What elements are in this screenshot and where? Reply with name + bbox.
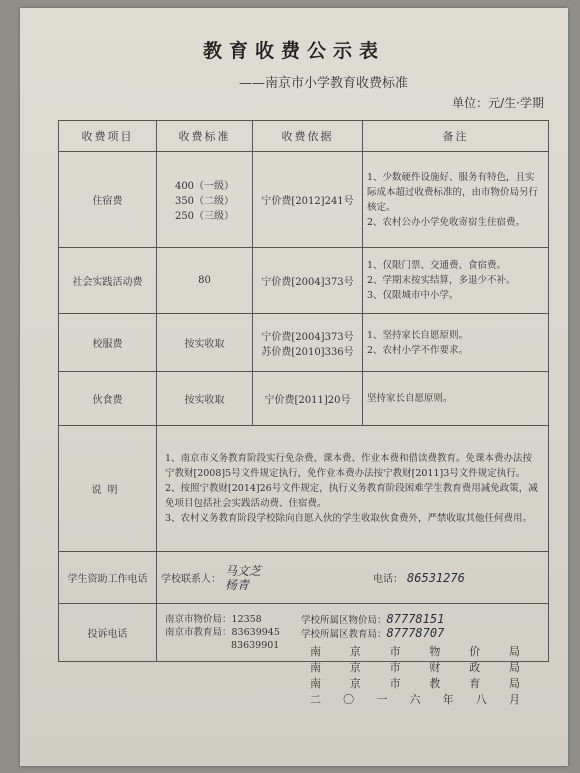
row-notes: 坚持家长自愿原则。 [363, 372, 549, 426]
sig-char: 物 [429, 645, 441, 658]
sig-char: 价 [469, 645, 481, 658]
explain-label: 说明 [59, 426, 157, 552]
explain-line: 1、南京市义务教育阶段实行免杂费、课本费、作业本费和借读费教育。免课本费办法按宁教财[2008]5号文件规定执行，免作业本费办法按宁教财[2011]3号文件规定执行。 [165, 453, 533, 479]
sig-char: 南 [310, 661, 321, 674]
note-line: 2、农村公办小学免收寄宿生住宿费。 [367, 216, 526, 228]
explain-line: 2、按照宁教财[2014]26号文件规定，执行义务教育阶段困难学生教育费用减免政策，减免项目包括社会实践活动费、住宿费。 [165, 483, 538, 509]
table-row [59, 372, 549, 426]
table-row [59, 248, 549, 314]
sig-char: 南 [310, 677, 321, 690]
sig-char: 市 [389, 677, 401, 690]
sig-char: 政 [469, 661, 481, 674]
contact-name: 马文芝 [225, 563, 262, 578]
date-char: 月 [508, 693, 520, 706]
row-item: 校服费 [59, 314, 157, 372]
contact-names [225, 564, 261, 592]
aid-label: 学生资助工作电话 [59, 552, 157, 604]
date-char: 二 [310, 693, 321, 706]
sig-char: 市 [389, 645, 401, 658]
edu-bureau-label: 南京市教育局： [165, 627, 232, 638]
sig-char: 局 [508, 645, 520, 658]
edu-bureau-phone: 83639945 [231, 627, 280, 638]
header-notes: 备注 [363, 121, 549, 152]
date-char: 八 [475, 693, 487, 706]
edu-bureau-phone: 83639901 [231, 640, 280, 651]
contact-label: 学校联系人： [161, 574, 221, 585]
sig-char: 财 [429, 661, 441, 674]
note-line: 2、农村小学不作要求。 [367, 344, 469, 356]
header-basis: 收费依据 [253, 121, 363, 152]
row-standard: 80 [157, 248, 253, 314]
sig-char: 京 [349, 677, 361, 690]
standard-line: 350（二级） [174, 196, 235, 207]
phone-label: 电话： [373, 574, 404, 585]
contact-name: 杨青 [225, 577, 250, 592]
aid-content [157, 552, 549, 604]
row-standard: 按实收取 [157, 314, 253, 372]
basis-line: 苏价费[2010]336号 [261, 346, 354, 358]
explain-line: 3、农村义务教育阶段学校除向自愿入伙的学生收取伙食费外，严禁收取其他任何费用。 [165, 513, 533, 524]
row-basis [253, 314, 363, 372]
document-subtitle: ——南京市小学教育收费标准 [238, 76, 408, 91]
sig-char: 局 [508, 661, 520, 674]
row-notes [363, 248, 549, 314]
table-header-row [59, 121, 549, 152]
row-item: 住宿费 [59, 152, 157, 248]
issuer-signature [310, 643, 520, 707]
issuer-line [310, 659, 520, 675]
sig-char: 京 [349, 661, 361, 674]
sig-char: 市 [389, 661, 401, 674]
sig-char: 育 [469, 677, 481, 690]
row-basis: 宁价费[2012]241号 [253, 152, 363, 248]
note-line: 1、坚持家长自愿原则。 [367, 329, 469, 341]
sig-char: 教 [429, 677, 441, 690]
aid-row [59, 552, 549, 604]
district-price-label: 学校所属区物价局： [301, 615, 387, 626]
row-basis: 宁价费[2004]373号 [253, 248, 363, 314]
row-standard [157, 152, 253, 248]
row-standard: 按实收取 [157, 372, 253, 426]
row-notes [363, 152, 549, 248]
date-char: 〇 [343, 693, 355, 706]
note-line: 1、少数硬件设施好、服务有特色，且实际成本超过收费标准的，由市物价局另行核定。 [367, 171, 539, 213]
price-bureau-phone: 南京市物价局：12358 [165, 614, 262, 625]
row-basis: 宁价费[2011]20号 [253, 372, 363, 426]
issuer-line [310, 675, 520, 691]
complaint-label: 投诉电话 [59, 604, 157, 662]
aid-phone: 86531276 [407, 570, 465, 585]
sig-char: 局 [508, 677, 520, 690]
issuer-line [310, 643, 520, 659]
sig-char: 南 [310, 645, 321, 658]
note-line: 2、学期末按实结算，多退少不补。 [367, 275, 516, 286]
notice-sheet [20, 8, 568, 766]
unit-label: 单位：元/生·学期 [452, 96, 544, 110]
explain-text [157, 426, 549, 552]
date-line [310, 691, 520, 707]
note-line: 1、仅限门票、交通费、食宿费。 [367, 260, 507, 271]
date-char: 年 [442, 693, 454, 706]
note-line: 3、仅限城市中小学。 [367, 290, 459, 301]
row-notes [363, 314, 549, 372]
date-char: 一 [376, 693, 388, 706]
district-price-phone: 87778151 [386, 612, 445, 626]
table-row [59, 314, 549, 372]
table-row [59, 152, 549, 248]
document-title: 教育收费公示表 [202, 40, 385, 62]
district-edu-label: 学校所属区教育局： [301, 629, 387, 640]
sig-char: 京 [349, 645, 361, 658]
date-char: 六 [409, 693, 421, 706]
fee-table [58, 120, 549, 662]
standard-line: 400（一级） [174, 181, 235, 192]
basis-line: 宁价费[2004]373号 [261, 331, 354, 343]
explain-row [59, 426, 549, 552]
row-item: 社会实践活动费 [59, 248, 157, 314]
header-standard: 收费标准 [157, 121, 253, 152]
header-item: 收费项目 [59, 121, 157, 152]
standard-line: 250（三级） [174, 211, 235, 222]
row-item: 伙食费 [59, 372, 157, 426]
district-edu-phone: 87778707 [386, 626, 445, 640]
